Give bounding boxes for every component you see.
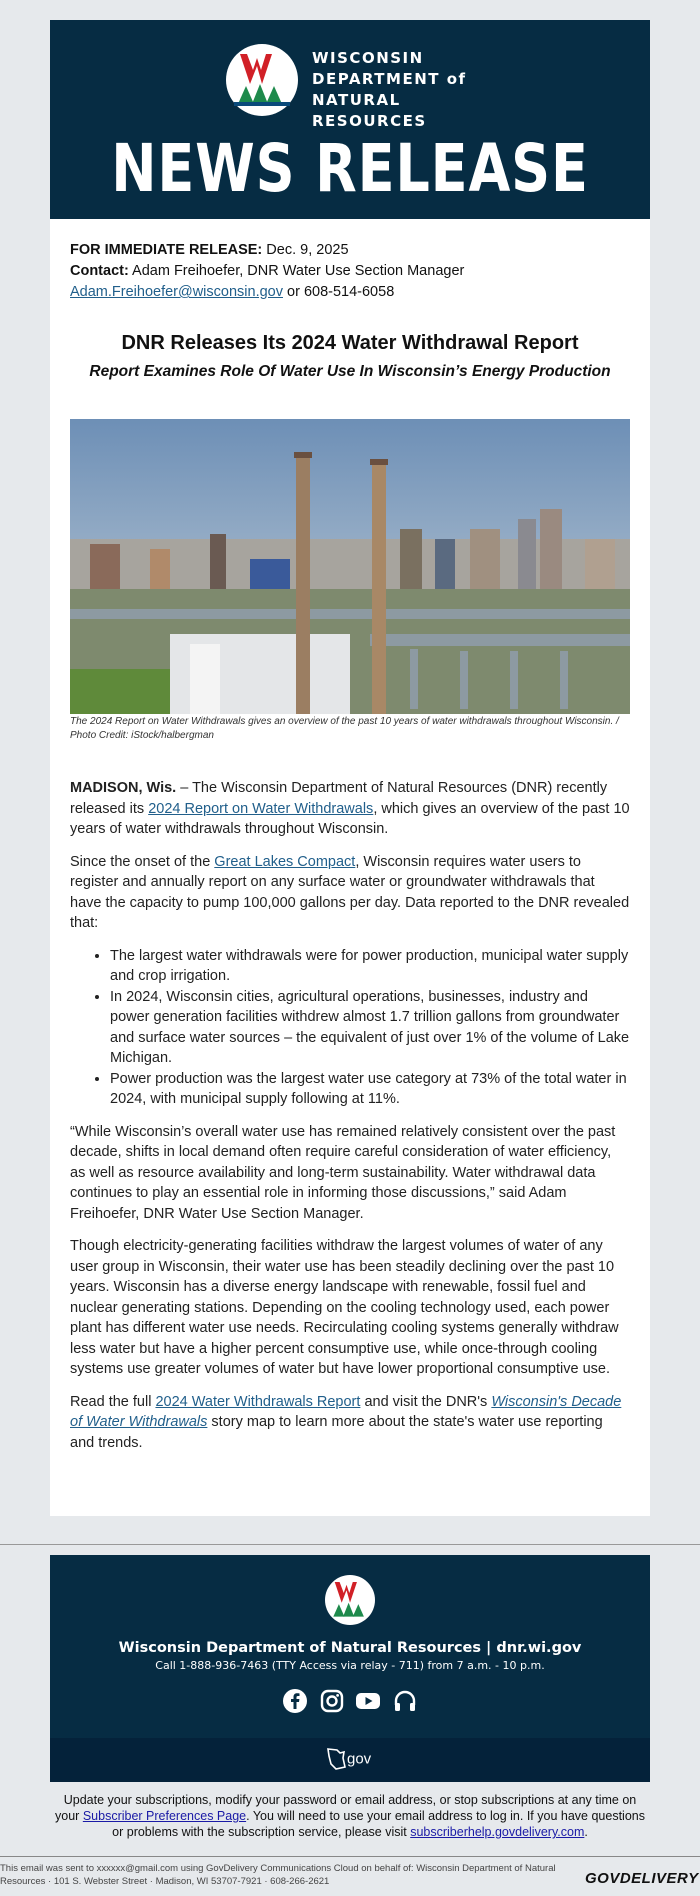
podcast-icon[interactable]: [392, 1688, 418, 1714]
release-date: Dec. 9, 2025: [266, 242, 349, 258]
govdelivery-text: GOVDELIVERY: [585, 1870, 699, 1887]
subs-post: .: [584, 1825, 588, 1839]
social-links: [50, 1688, 650, 1719]
subscription-notice: [50, 1792, 650, 1840]
org-name: [312, 48, 486, 132]
p1-post: , which gives an overview of the past 10 years of water withdrawals throughout Wisconsin.: [70, 800, 630, 837]
dateline: MADISON, Wis.: [70, 780, 177, 796]
quote-paragraph: “While Wisconsin’s overall water use has remained relatively consistent over the past decade, shifts in local demand often require careful consideration of water efficiency, as well as resource availability and long-term sustainability. Water withdrawal data continues to play an essential role in informing those discussions,” said Adam Freihoefer, DNR Water Use Section Manager.: [70, 1123, 616, 1222]
dnr-logo: [226, 44, 486, 136]
list-item: • In 2024, Wisconsin cities, agricultural operations, businesses, industry and power generation facilities withdrew almost 1.7 trillion gallons from groundwater and surface water sources – the equivalent of just over 1% of the volume of Lake Michigan.: [110, 987, 630, 1069]
or-text: or: [287, 284, 300, 300]
org-line-2: DEPARTMENT of: [312, 70, 467, 88]
dnr-logo-icon: [226, 44, 298, 116]
great-lakes-compact-link[interactable]: Great Lakes Compact: [214, 853, 356, 870]
full-report-link[interactable]: 2024 Water Withdrawals Report: [155, 1393, 361, 1410]
email-card: [50, 20, 650, 1516]
contact-email-link[interactable]: Adam.Freihoefer@wisconsin.gov: [70, 284, 283, 300]
news-release-title: NEWS RELEASE: [111, 130, 589, 207]
govdelivery-logo[interactable]: [585, 1870, 699, 1887]
paragraph-5: [70, 1392, 630, 1454]
p1-pre: – The Wisconsin Department of Natural Resources (DNR) recently released its: [70, 780, 608, 817]
footer-phone: Call 1-888-936-7463 (TTY Access via relay - 711) from 7 a.m. - 10 p.m.: [155, 1659, 545, 1672]
footer-bottom-bar: [50, 1738, 650, 1782]
wisconsin-gov-logo[interactable]: [325, 1747, 385, 1775]
findings-list: [70, 946, 630, 1110]
footer-dnr-logo-icon: [325, 1575, 375, 1625]
release-meta: [70, 240, 630, 303]
p2-post: , Wisconsin requires water users to register and annually report on any surface water or groundwater withdrawals that have the capacity to pump 100,000 gallons per day. Data reported to the DNR revealed that:: [70, 853, 630, 931]
instagram-icon[interactable]: [319, 1688, 345, 1714]
contact-phone: 608-514-6058: [303, 284, 395, 300]
footer: [50, 1555, 650, 1782]
headline: DNR Releases Its 2024 Water Withdrawal Report: [121, 332, 579, 354]
org-line-3: NATURAL RESOURCES: [312, 91, 427, 130]
footer-org: Wisconsin Department of Natural Resources | dnr.wi.gov: [118, 1640, 582, 1656]
photo-caption: The 2024 Report on Water Withdrawals gives an overview of the past 10 years of water withdrawals throughout Wisconsin. / Photo Credit: iStock/halbergman: [70, 716, 619, 741]
report-link[interactable]: 2024 Report on Water Withdrawals: [148, 800, 374, 817]
list-item: • The largest water withdrawals were for power production, municipal water supply and crop irrigation.: [110, 946, 630, 987]
wigov-text: gov: [347, 1750, 372, 1768]
paragraph-2: [70, 852, 630, 934]
paragraph-1: [70, 778, 630, 840]
story-map-link[interactable]: Wisconsin's Decade of Water Withdrawals: [70, 1393, 622, 1430]
subscriberhelp-link[interactable]: subscriberhelp.govdelivery.com: [410, 1825, 585, 1839]
contact-label: Contact:: [70, 263, 129, 279]
subhead: Report Examines Role Of Water Use In Wisconsin’s Energy Production: [89, 363, 611, 380]
paragraph-4: Though electricity-generating facilities withdraw the largest volumes of water of any user group in Wisconsin, their water use has been steadily declining over the past 10 years. Wisconsin has a diverse energy landscape with renewable, fossil fuel and nuclear generating stations. Depending on the cooling technology used, each power plant has different water use needs. Recirculating cooling systems generally withdraw less water but have a higher percent consumptive use, while once-through cooling systems use greater volumes of water but have lower proportional consumptive use.: [70, 1238, 619, 1377]
p2-pre: Since the onset of the: [70, 853, 215, 870]
facebook-icon[interactable]: [282, 1688, 308, 1714]
fine-print: This email was sent to xxxxxx@gmail.com using GovDelivery Communications Cloud on behalf of: Wisconsin Department of Natural Resources · 101 S. Webster Street · Madison, WI 53707-7921 · 608-266-2621: [0, 1863, 556, 1887]
p5-post: story map to learn more about the state's water use reporting and trends.: [70, 1414, 603, 1451]
divider: [0, 1544, 700, 1545]
immediate-label: FOR IMMEDIATE RELEASE:: [70, 242, 263, 258]
p5-mid: and visit the DNR's: [360, 1393, 492, 1410]
contact-name: Adam Freihoefer, DNR Water Use Section Manager: [132, 263, 465, 279]
youtube-icon[interactable]: [355, 1688, 381, 1714]
p5-pre: Read the full: [70, 1393, 156, 1410]
power-plant-photo: [70, 419, 630, 714]
article-body: [70, 778, 630, 1465]
bottom-divider: [0, 1856, 700, 1857]
subs-mid: . You will need to use your email address to log in. If you have questions or problems with the subscription service, please visit: [112, 1809, 645, 1839]
subscriber-preferences-link[interactable]: Subscriber Preferences Page: [82, 1809, 247, 1823]
list-item: • Power production was the largest water use category at 73% of the total water in 2024, with municipal supply following at 11%.: [110, 1069, 630, 1110]
header-banner: [50, 20, 650, 219]
org-line-1: WISCONSIN: [312, 49, 424, 67]
subs-pre: Update your subscriptions, modify your password or email address, or stop subscriptions at any time on your: [55, 1793, 637, 1823]
